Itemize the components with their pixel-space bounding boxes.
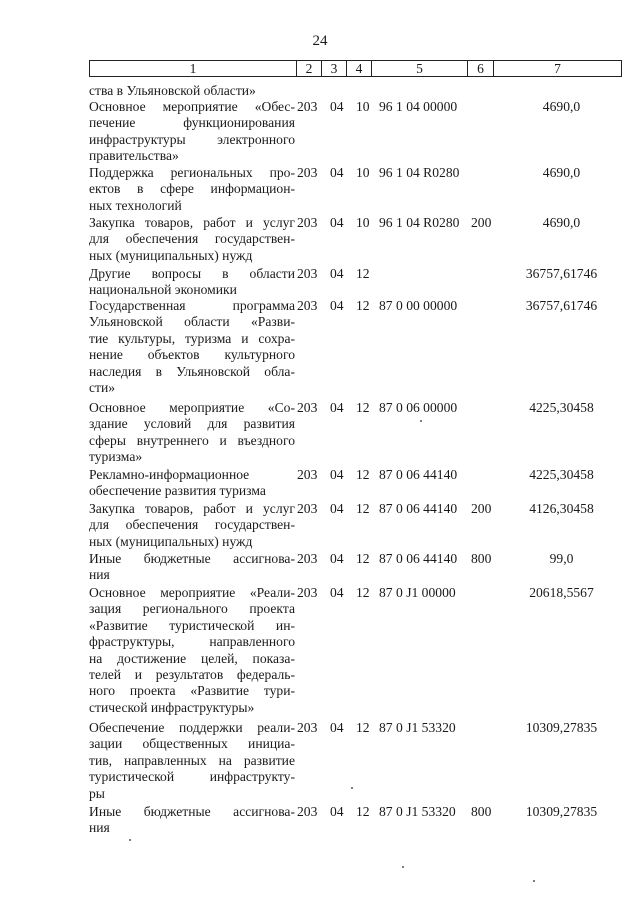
row-name (89, 99, 295, 165)
row-name-line: туристической инфраструкту- (89, 769, 295, 785)
col-2-code: 203 (297, 266, 318, 281)
row-name (89, 266, 295, 299)
row-name-line: Другие вопросы в области (89, 266, 295, 281)
row-name (89, 400, 295, 466)
col-3-code: 04 (330, 266, 344, 281)
row-name (89, 83, 295, 99)
row-name-line: Рекламно-информационное (89, 467, 250, 482)
header-col-7: 7 (554, 61, 561, 76)
scan-speck (420, 420, 422, 422)
row-name (89, 467, 295, 500)
col-3-code: 04 (330, 400, 344, 415)
col-2-code: 203 (297, 551, 318, 566)
row-name-line: для обеспечения государствен- (89, 231, 295, 247)
row-name-line: тив, направленных на развитие (89, 752, 295, 768)
row-name-line: Поддержка региональных про- (89, 165, 295, 180)
col-4-code: 10 (356, 99, 370, 114)
row-name (89, 804, 295, 837)
col-3-code: 04 (330, 215, 344, 230)
col-3-code: 04 (330, 165, 344, 180)
row-name (89, 165, 295, 214)
col-2-code: 203 (297, 99, 318, 114)
col-7-amount: 10309,27835 (525, 720, 598, 735)
row-name-line: для обеспечения государствен- (89, 517, 295, 533)
row-name-line: ния (89, 820, 110, 836)
row-name-line: печение функционирования (89, 115, 295, 131)
row-name-line: Обеспечение поддержки реали- (89, 720, 295, 735)
col-5-code: 87 0 00 00000 (379, 298, 458, 313)
col-2-code: 203 (297, 720, 318, 735)
col-7-amount: 4225,30458 (529, 400, 594, 415)
scan-speck (402, 866, 404, 868)
col-2-code: 203 (297, 467, 318, 482)
row-name-line: ных (муниципальных) нужд (89, 533, 253, 549)
row-name-line: тие культуры, туризма и сохра- (89, 330, 295, 346)
row-name-line: наследия в Ульяновской обла- (89, 363, 295, 379)
row-name-line: ры (89, 785, 105, 801)
col-4-code: 10 (356, 165, 370, 180)
row-name-line: телей и результатов федераль- (89, 666, 295, 682)
col-7-amount: 99,0 (549, 551, 574, 566)
scan-speck (129, 839, 131, 841)
col-2-code: 203 (297, 804, 318, 819)
header-col-3: 3 (322, 61, 347, 76)
row-name-line: сти» (89, 379, 116, 395)
header-col-4: 4 (347, 61, 372, 76)
row-name-line: ектов в сфере информацион- (89, 181, 295, 197)
row-name-line: правительства» (89, 148, 179, 164)
col-7-amount: 36757,61746 (525, 298, 598, 313)
col-5-code: 87 0 06 44140 (379, 501, 458, 516)
header-col-5: 5 (372, 61, 468, 76)
col-7-amount: 4225,30458 (529, 467, 594, 482)
row-name (89, 720, 295, 802)
row-name-line: ния (89, 567, 110, 583)
col-3-code: 04 (330, 501, 344, 516)
header-col-1: 1 (90, 61, 297, 76)
col-7-amount: 36757,61746 (525, 266, 598, 281)
col-6-code: 800 (471, 551, 492, 566)
col-5-code: 87 0 06 00000 (379, 400, 458, 415)
row-name-line: Закупка товаров, работ и услуг (89, 501, 295, 516)
row-name-line: зации общественных инициа- (89, 736, 295, 752)
row-name-line: Основное мероприятие «Реали- (89, 585, 295, 600)
col-4-code: 12 (356, 467, 370, 482)
header-col-2: 2 (297, 61, 322, 76)
row-name-line: ных (муниципальных) нужд (89, 247, 253, 263)
col-4-code: 12 (356, 266, 370, 281)
col-5-code: 87 0 J1 53320 (379, 804, 456, 819)
col-7-amount: 4690,0 (542, 99, 581, 114)
row-name (89, 501, 295, 550)
col-5-code: 87 0 J1 00000 (379, 585, 456, 600)
col-3-code: 04 (330, 467, 344, 482)
col-7-amount: 4690,0 (542, 215, 581, 230)
row-name-line: обеспечение развития туризма (89, 483, 266, 499)
col-3-code: 04 (330, 99, 344, 114)
col-5-code: 87 0 J1 53320 (379, 720, 456, 735)
col-5-code: 96 1 04 R0280 (379, 165, 460, 180)
row-name-line: стической инфраструктуры» (89, 699, 255, 715)
col-4-code: 12 (356, 551, 370, 566)
row-name-line: ного проекта «Развитие тури- (89, 683, 295, 699)
col-2-code: 203 (297, 215, 318, 230)
row-name-line: Основное мероприятие «Обес- (89, 99, 295, 114)
col-4-code: 12 (356, 585, 370, 600)
row-name-line: фраструктуры, направленного (89, 634, 295, 650)
col-2-code: 203 (297, 400, 318, 415)
col-2-code: 203 (297, 298, 318, 313)
col-6-code: 200 (471, 215, 492, 230)
col-7-amount: 4126,30458 (529, 501, 594, 516)
row-name-line: Государственная программа (89, 298, 295, 313)
row-name (89, 298, 295, 396)
col-6-code: 200 (471, 501, 492, 516)
row-name-line: туризма» (89, 449, 143, 465)
scan-speck (351, 787, 353, 789)
row-name-line: здание условий для развития (89, 416, 295, 432)
col-2-code: 203 (297, 501, 318, 516)
col-2-code: 203 (297, 585, 318, 600)
col-3-code: 04 (330, 585, 344, 600)
row-name-line: на достижение целей, показа- (89, 650, 295, 666)
row-name-line: ства в Ульяновской области» (89, 83, 256, 98)
row-name-line: национальной экономики (89, 282, 237, 298)
col-5-code: 96 1 04 00000 (379, 99, 458, 114)
row-name-line: Ульяновской области «Разви- (89, 314, 295, 330)
row-name (89, 585, 295, 716)
page-number: 24 (312, 33, 328, 49)
scan-speck (533, 880, 535, 882)
row-name (89, 215, 295, 264)
row-name-line: Закупка товаров, работ и услуг (89, 215, 295, 230)
row-name-line: Иные бюджетные ассигнова- (89, 551, 295, 566)
row-name (89, 551, 295, 584)
table-header (89, 60, 622, 77)
col-4-code: 12 (356, 804, 370, 819)
col-4-code: 10 (356, 215, 370, 230)
row-name-line: зация регионального проекта (89, 601, 295, 617)
col-4-code: 12 (356, 720, 370, 735)
col-3-code: 04 (330, 298, 344, 313)
header-col-6: 6 (468, 61, 494, 76)
row-name-line: Основное мероприятие «Со- (89, 400, 295, 415)
col-4-code: 12 (356, 501, 370, 516)
col-7-amount: 4690,0 (542, 165, 581, 180)
row-name-line: Иные бюджетные ассигнова- (89, 804, 295, 819)
row-name-line: нение объектов культурного (89, 347, 295, 363)
col-3-code: 04 (330, 804, 344, 819)
col-5-code: 87 0 06 44140 (379, 551, 458, 566)
row-name-line: сферы внутреннего и въездного (89, 432, 295, 448)
col-5-code: 96 1 04 R0280 (379, 215, 460, 230)
col-3-code: 04 (330, 551, 344, 566)
row-name-line: «Развитие туристической ин- (89, 617, 295, 633)
row-name-line: ных технологий (89, 197, 182, 213)
col-6-code: 800 (471, 804, 492, 819)
col-7-amount: 10309,27835 (525, 804, 598, 819)
col-5-code: 87 0 06 44140 (379, 467, 458, 482)
col-3-code: 04 (330, 720, 344, 735)
col-7-amount: 20618,5567 (529, 585, 594, 600)
col-4-code: 12 (356, 298, 370, 313)
col-4-code: 12 (356, 400, 370, 415)
col-2-code: 203 (297, 165, 318, 180)
row-name-line: инфраструктуры электронного (89, 131, 295, 147)
